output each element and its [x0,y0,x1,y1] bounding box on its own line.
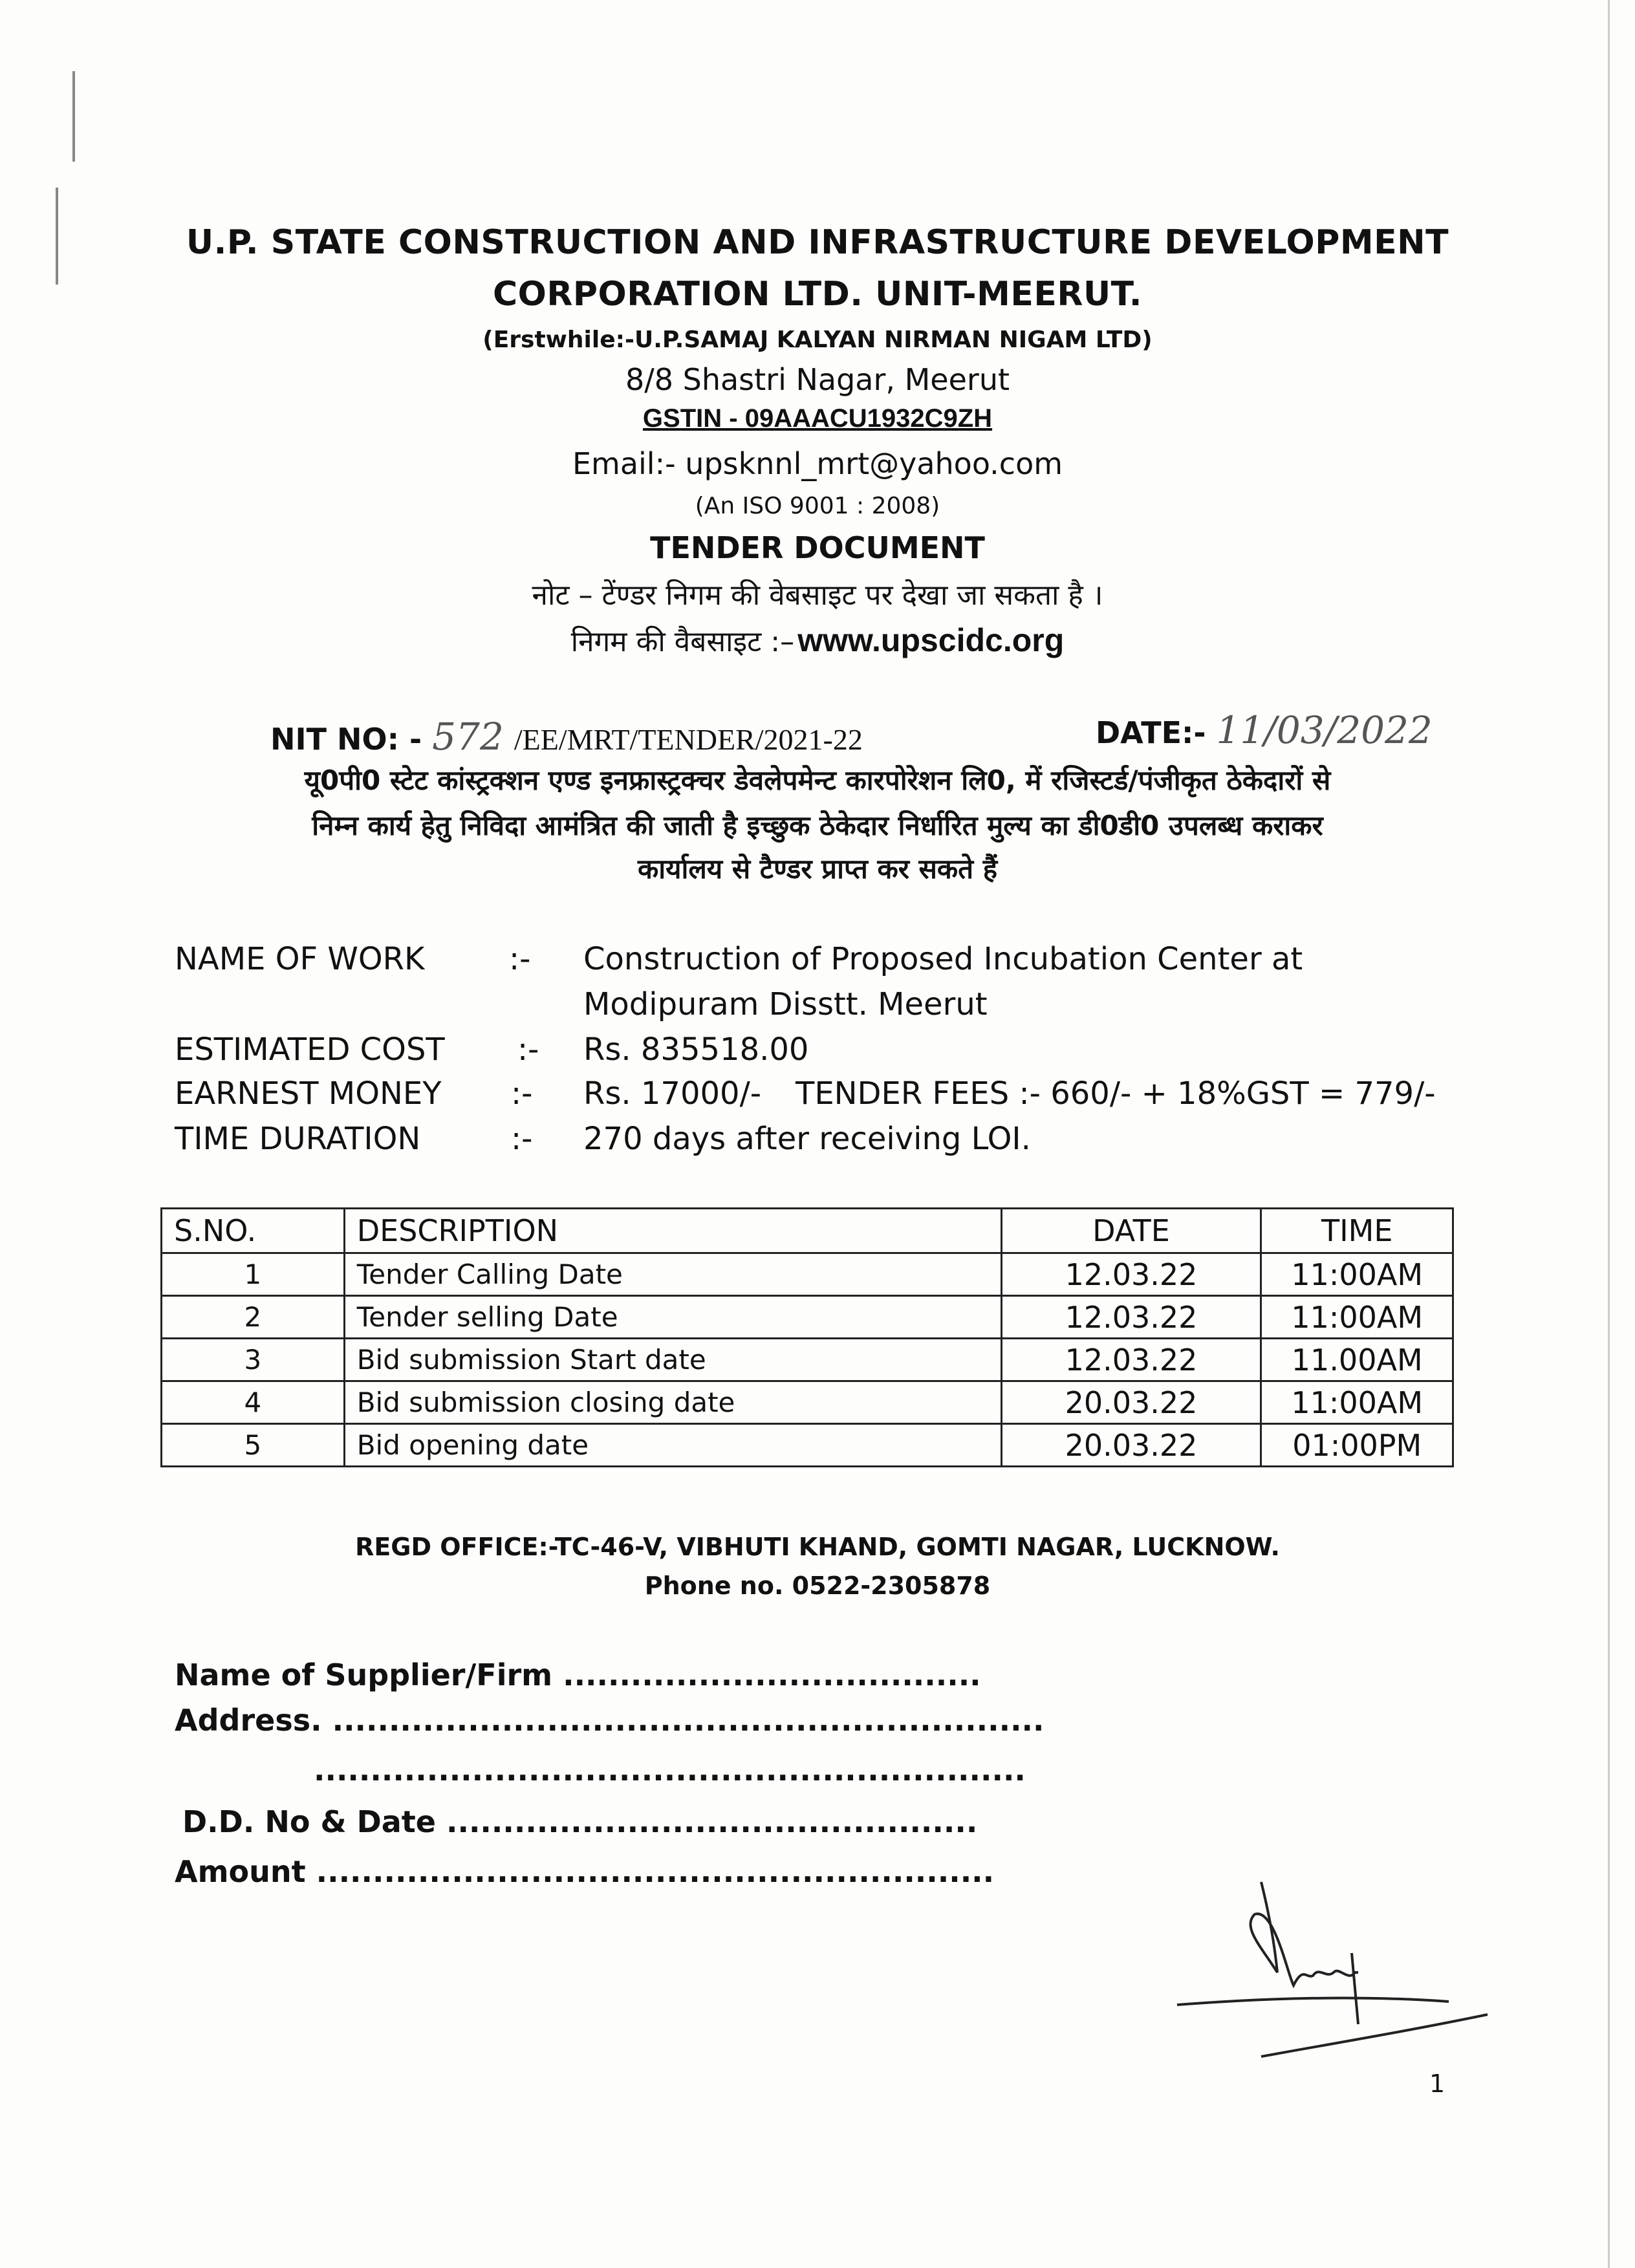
estimated-cost-value: Rs. 835518.00 [583,1031,809,1068]
name-of-work-label: NAME OF WORK [175,941,425,977]
website-label: निगम की वैबसाइट :– [570,625,795,658]
gstin: GSTIN - 09AAACU1932C9ZH [642,404,993,433]
cell-time: 01:00PM [1261,1424,1453,1467]
nit-label: NIT NO: - [270,722,422,757]
cell-sno: 3 [162,1339,345,1381]
tender-fees: TENDER FEES :- 660/- + 18%GST = 779/- [796,1075,1436,1112]
cell-description: Bid submission Start date [344,1339,1001,1381]
table-row [162,1381,1453,1424]
cell-sno: 5 [162,1424,345,1467]
name-of-work-value-cont: Modipuram Disstt. Meerut [583,986,988,1022]
cell-sno: 4 [162,1381,345,1424]
dd-number-field: D.D. No & Date ............................................... [182,1804,978,1839]
address-field-line2: ............................................................... [314,1753,1026,1787]
regd-phone: Phone no. 0522-2305878 [644,1571,991,1600]
time-duration-sep: :- [511,1121,533,1157]
website-url: www.upscidc.org [797,622,1065,658]
nit-line [270,715,863,759]
header-time: TIME [1261,1209,1453,1253]
header-date: DATE [1001,1209,1261,1253]
cell-description: Bid opening date [344,1424,1001,1467]
date-label: DATE:- [1096,715,1206,750]
schedule-table [160,1207,1454,1467]
nit-handwritten-number: 572 [432,715,504,759]
earnest-money-value: Rs. 17000/- [583,1075,762,1112]
org-name-line2: CORPORATION LTD. UNIT-MEERUT. [492,275,1143,314]
time-duration-label: TIME DURATION [175,1121,421,1157]
cell-time: 11:00AM [1261,1253,1453,1296]
document-title: TENDER DOCUMENT [650,530,985,565]
signature [1164,1869,1500,2063]
name-of-work-value: Construction of Proposed Incubation Center at [583,941,1303,977]
supplier-name-field: Name of Supplier/Firm ..................................... [175,1658,981,1692]
cell-time: 11:00AM [1261,1296,1453,1339]
office-address: 8/8 Shastri Nagar, Meerut [625,362,1010,397]
table-row [162,1339,1453,1381]
address-field: Address. ............................................................... [175,1703,1045,1738]
table-header-row [162,1209,1453,1253]
iso-cert: (An ISO 9001 : 2008) [695,493,940,519]
amount-field: Amount ............................................................ [175,1854,995,1889]
intro-hindi-line1: यू0पी0 स्टेट कांस्ट्रक्शन एण्ड इनफ्रास्ट्रक्चर डेवलेपमेन्ट कारपोरेशन लि0, में रजिस्टर्ड/पंजीकृत ठेकेदारों से [304,764,1331,796]
hindi-note: नोट – टेंण्डर निगम की वेबसाइट पर देखा जा सकता है । [532,579,1103,612]
nit-date [1096,708,1433,752]
cell-date: 12.03.22 [1001,1253,1261,1296]
email: Email:- upsknnl_mrt@yahoo.com [572,446,1063,481]
cell-sno: 2 [162,1296,345,1339]
cell-date: 12.03.22 [1001,1296,1261,1339]
page-number: 1 [1429,2069,1446,2098]
header-sno: S.NO. [162,1209,345,1253]
table-row [162,1296,1453,1339]
cell-date: 20.03.22 [1001,1424,1261,1467]
regd-office: REGD OFFICE:-TC-46-V, VIBHUTI KHAND, GOMTI NAGAR, LUCKNOW. [355,1533,1280,1561]
cell-date: 12.03.22 [1001,1339,1261,1381]
earnest-money-label: EARNEST MONEY [175,1075,442,1112]
estimated-cost-sep: :- [517,1031,539,1068]
cell-description: Tender Calling Date [344,1253,1001,1296]
time-duration-value: 270 days after receiving LOI. [583,1121,1031,1157]
intro-hindi-line3: कार्यालय से टैण्डर प्राप्त कर सकते हैं [637,853,998,885]
handwritten-date: 11/03/2022 [1216,708,1433,752]
table-row [162,1253,1453,1296]
cell-description: Bid submission closing date [344,1381,1001,1424]
website-line [0,621,1635,660]
cell-date: 20.03.22 [1001,1381,1261,1424]
table-row [162,1424,1453,1467]
erstwhile-name: (Erstwhile:-U.P.SAMAJ KALYAN NIRMAN NIGAM LTD) [482,327,1153,353]
cell-time: 11:00AM [1261,1381,1453,1424]
nit-reference: /EE/MRT/TENDER/2021-22 [514,723,863,756]
intro-hindi-line2: निम्न कार्य हेतु निविदा आमंत्रित की जाती है इच्छुक ठेकेदार निर्धारित मुल्य का डी0डी0 उपलब्ध कराकर [312,810,1323,841]
header-description: DESCRIPTION [344,1209,1001,1253]
cell-description: Tender selling Date [344,1296,1001,1339]
cell-sno: 1 [162,1253,345,1296]
name-of-work-sep: :- [509,941,531,977]
cell-time: 11.00AM [1261,1339,1453,1381]
earnest-money-sep: :- [511,1075,533,1112]
estimated-cost-label: ESTIMATED COST [175,1031,445,1068]
org-name-line1: U.P. STATE CONSTRUCTION AND INFRASTRUCTURE DEVELOPMENT [186,223,1449,262]
scan-mark [72,71,75,162]
